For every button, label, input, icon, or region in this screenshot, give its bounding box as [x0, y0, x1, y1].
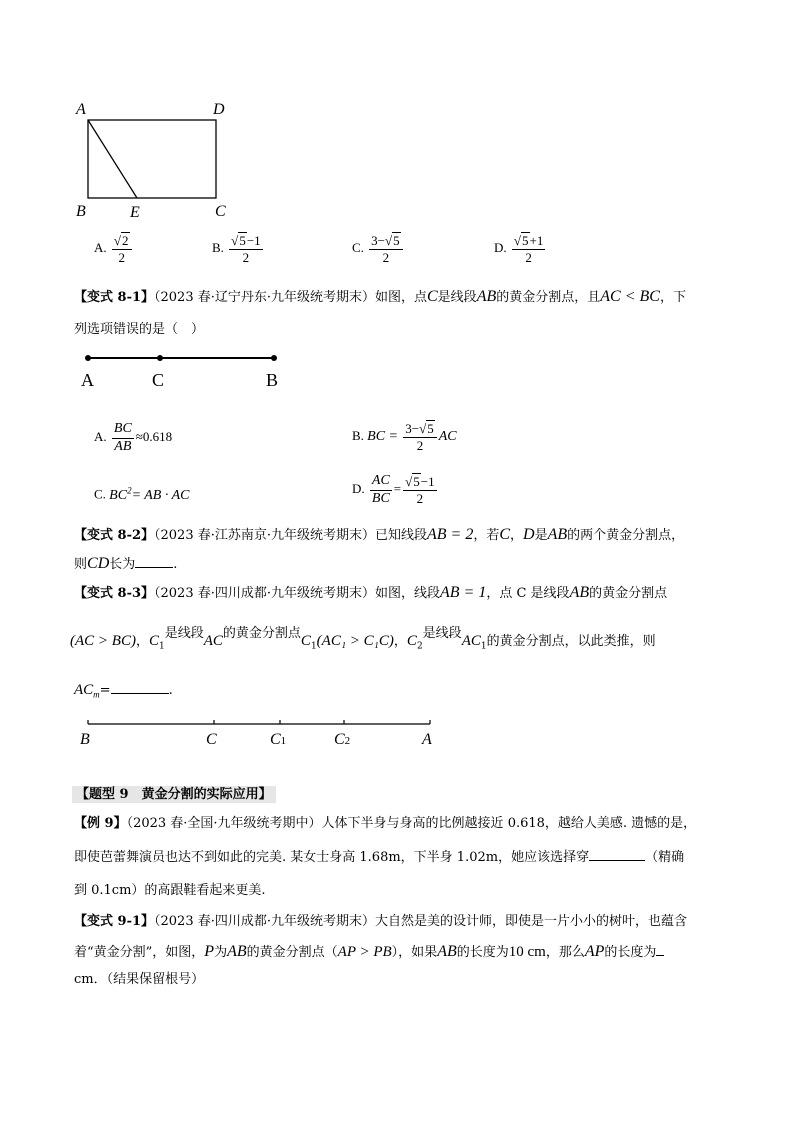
v91-answer-blank[interactable] — [656, 955, 664, 956]
label-d: D — [213, 101, 225, 118]
ex9-line2: 即使芭蕾舞演员也达不到如此的完美. 某女士身高 1.68m，下半身 1.02m，她应该选择穿 （精确 — [74, 850, 685, 865]
label-a: A — [422, 731, 432, 748]
ex9-line1: 【例 9】（2023 春·全国·九年级统考期中）人体下半身与身高的比例越接近 0.618，越给人美感. 遗憾的是， — [74, 816, 697, 831]
label-a: A — [81, 370, 94, 390]
rectangle-abcd — [88, 120, 216, 198]
v81-option-b[interactable]: B. BC = $\frac{3-√5}{2}$ AC — [352, 421, 457, 453]
ex9-line3: 到 0.1cm）的高跟鞋看起来更美. — [74, 883, 266, 898]
option-d[interactable]: D. $\frac{√5+1}{2}$ — [494, 233, 544, 265]
label-c: C — [152, 370, 165, 390]
v81-segment-figure — [78, 348, 288, 393]
v83-line1: 【变式 8-3】（2023 春·四川成都·九年级统考期末）如图，线段AB = 1，点 C 是线段AB的黄金分割点 — [74, 584, 668, 601]
section9-title: 【题型 9 黄金分割的实际应用】 — [72, 786, 276, 803]
label-c1: C1 — [270, 731, 287, 748]
label-c: C — [206, 731, 217, 748]
point-b — [271, 355, 277, 361]
v83-line3: $AC_m=$ . — [74, 682, 173, 700]
v83-line2: (AC > BC)，$C_1$是线段AC的黄金分割点$C_1(AC_1 > C_1C)$，$C_2$是线段$AC_1$的黄金分割点，以此类推，则 — [70, 626, 656, 652]
v91-line2: 着“黄金分割”，如图，P为AB的黄金分割点（AP > PB），如果AB的长度为10 cm，那么AP的长度为 — [74, 944, 664, 960]
v81-option-d[interactable]: D. $\frac{AC}{BC}$ = $\frac{√5-1}{2}$ — [352, 473, 435, 506]
v82-line1: 【变式 8-2】（2023 春·江苏南京·九年级统考期末）已知线段AB = 2，若C，D是AB的两个黄金分割点， — [74, 526, 685, 543]
v82-answer-blank[interactable] — [135, 567, 173, 568]
v82-line2: 则CD长为 . — [74, 555, 178, 572]
v81-line2: 列选项错误的是（ ） — [74, 322, 205, 337]
label-b: B — [266, 370, 279, 390]
v81-option-c[interactable]: C. $BC^2=$ AB · AC — [94, 485, 190, 503]
label-b: B — [80, 731, 90, 748]
rectangle-figure — [70, 96, 240, 221]
label-c: C — [215, 203, 226, 220]
label-a: A — [76, 101, 86, 118]
v91-line3: cm．（结果保留根号） — [74, 972, 205, 987]
label-b: B — [76, 203, 86, 220]
point-c — [157, 355, 163, 361]
option-b[interactable]: B. $\frac{√5-1}{2}$ — [212, 233, 261, 265]
option-c[interactable]: C. $\frac{3-√5}{2}$ — [352, 234, 405, 264]
segment-ae — [88, 120, 137, 198]
ex9-answer-blank[interactable] — [589, 860, 645, 861]
v81-option-a[interactable]: A. $\frac{BC}{AB}$ ≈0.618 — [94, 421, 173, 454]
v81-line1: 【变式 8-1】（2023 春·辽宁丹东·九年级统考期末）如图，点C是线段AB的黄金分割点，且AC < BC，下 — [74, 288, 686, 305]
v83-segment-figure — [78, 712, 438, 748]
label-e: E — [130, 204, 140, 221]
v91-line1: 【变式 9-1】（2023 春·四川成都·九年级统考期末）大自然是美的设计师，即使是一片小小的树叶，也蕴含 — [74, 914, 687, 929]
point-a — [85, 355, 91, 361]
option-a[interactable]: A. $\frac{√2}{2}$ — [94, 234, 134, 264]
label-c2: C2 — [334, 731, 351, 748]
v83-answer-blank[interactable] — [111, 693, 169, 694]
